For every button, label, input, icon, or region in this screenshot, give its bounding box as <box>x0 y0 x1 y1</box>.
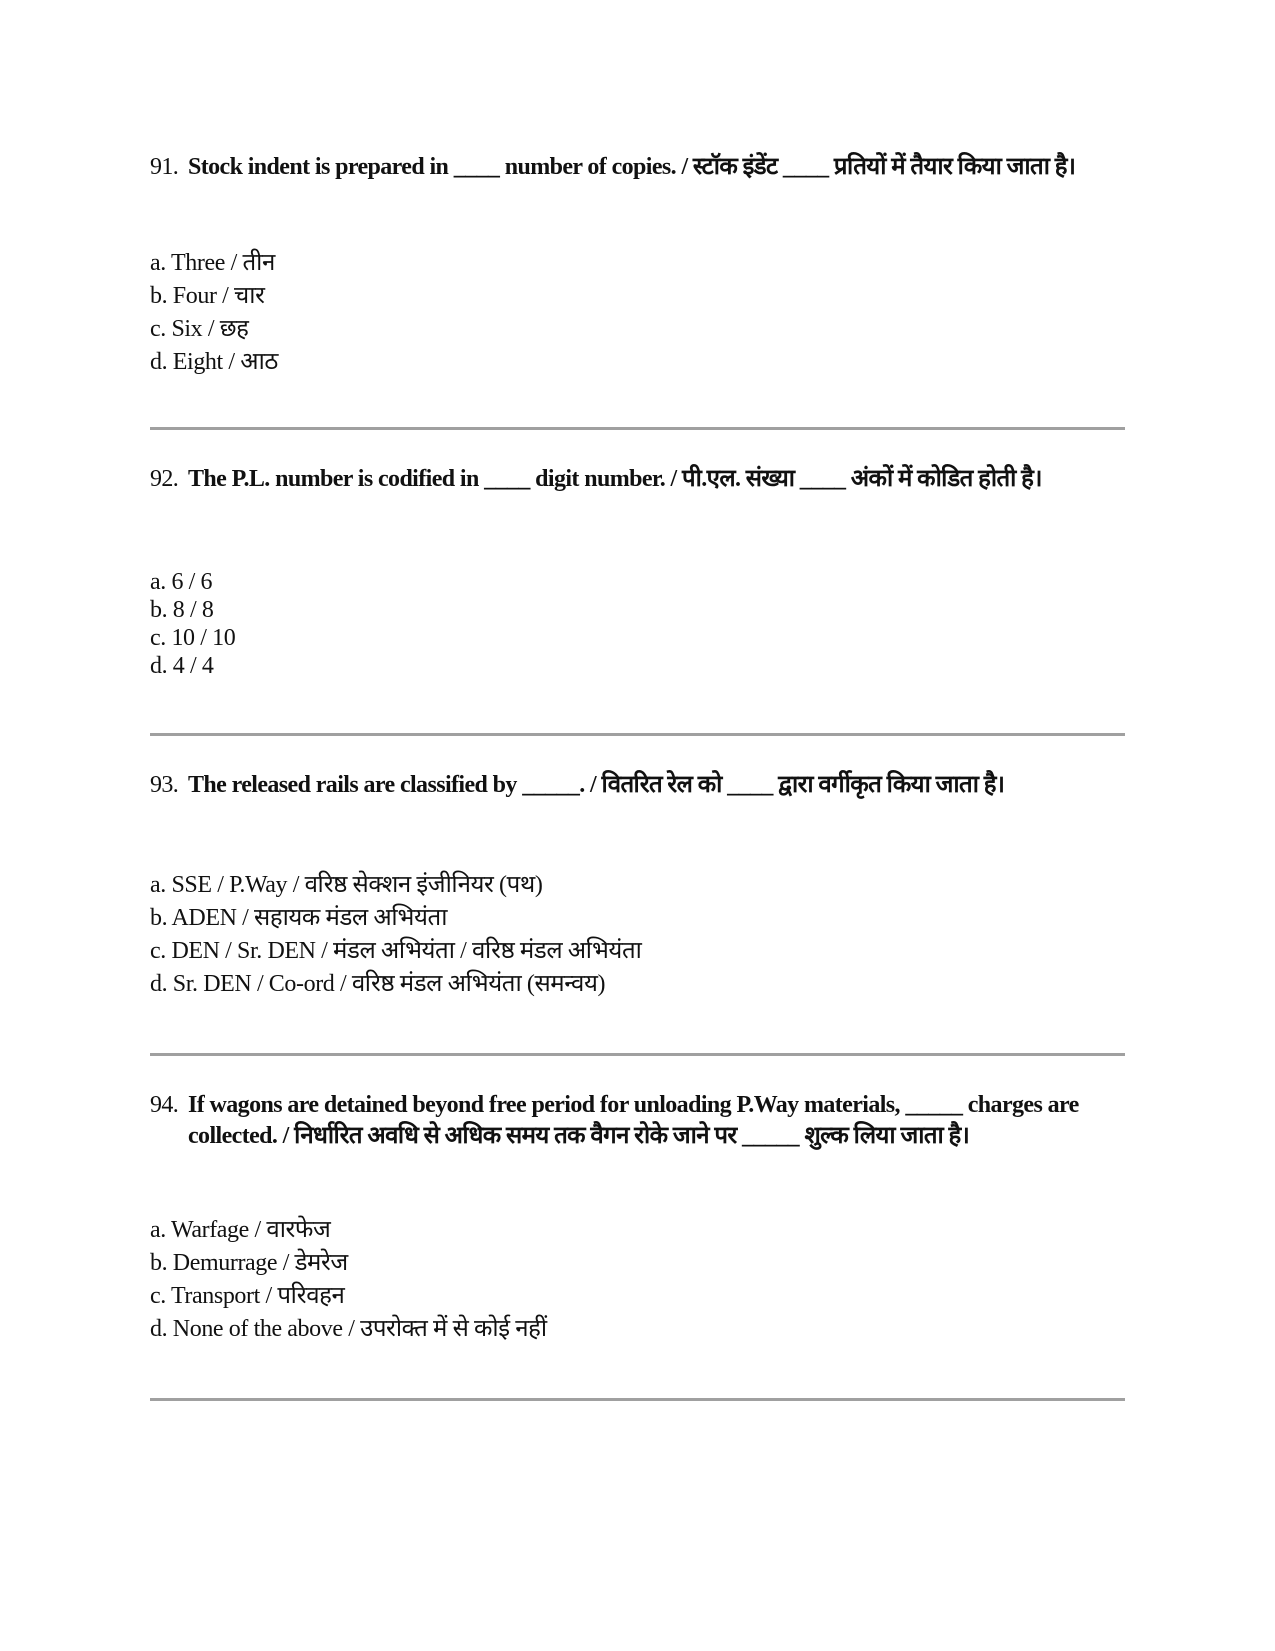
question-text: Stock indent is prepared in ____ number of copies. / स्टॉक इंडेंट ____ प्रतियों में तैयार किया जाता है। <box>188 154 1076 180</box>
option-d: d. None of the above / उपरोक्त में से कोई नहीं <box>150 1316 547 1342</box>
option-d: d. Eight / आठ <box>150 349 278 375</box>
option-c: c. 10 / 10 <box>150 625 236 651</box>
option-b: b. Demurrage / डेमरेज <box>150 1250 348 1276</box>
options-91 <box>150 247 278 379</box>
question-92 <box>150 464 1128 495</box>
question-text: The released rails are classified by _____. / वितरित रेल को ____ द्वारा वर्गीकृत किया जाता है। <box>188 772 1005 798</box>
options-94 <box>150 1214 547 1346</box>
option-c: c. Transport / परिवहन <box>150 1283 345 1309</box>
question-text: The P.L. number is codified in ____ digit number. / पी.एल. संख्या ____ अंकों में कोडित होती है। <box>188 466 1042 492</box>
question-number: 92. <box>150 466 179 492</box>
option-b: b. Four / चार <box>150 283 265 309</box>
option-a: a. SSE / P.Way / वरिष्ठ सेक्शन इंजीनियर (पथ) <box>150 872 543 898</box>
question-number: 93. <box>150 772 179 798</box>
question-number: 91. <box>150 154 179 180</box>
option-d: d. Sr. DEN / Co-ord / वरिष्ठ मंडल अभियंता (समन्वय) <box>150 971 606 997</box>
question-text: If wagons are detained beyond free period for unloading P.Way materials, _____ charges are collected. / निर्धारित अवधि से अधिक समय तक वैगन रोके जाने पर _____ शुल्क लिया जाता है। <box>188 1092 1079 1149</box>
options-92 <box>150 568 235 680</box>
option-a: a. Three / तीन <box>150 250 275 276</box>
separator <box>150 733 1125 736</box>
option-a: a. 6 / 6 <box>150 569 213 595</box>
separator <box>150 1053 1125 1056</box>
separator <box>150 427 1125 430</box>
options-93 <box>150 869 641 1001</box>
option-b: b. ADEN / सहायक मंडल अभियंता <box>150 905 448 931</box>
option-c: c. Six / छह <box>150 316 249 342</box>
question-94 <box>150 1090 1128 1152</box>
option-a: a. Warfage / वारफेज <box>150 1217 331 1243</box>
question-number: 94. <box>150 1092 179 1118</box>
option-d: d. 4 / 4 <box>150 653 214 679</box>
question-91 <box>150 152 1128 183</box>
question-93 <box>150 770 1128 801</box>
separator <box>150 1398 1125 1401</box>
option-c: c. DEN / Sr. DEN / मंडल अभियंता / वरिष्ठ मंडल अभियंता <box>150 938 642 964</box>
option-b: b. 8 / 8 <box>150 597 214 623</box>
